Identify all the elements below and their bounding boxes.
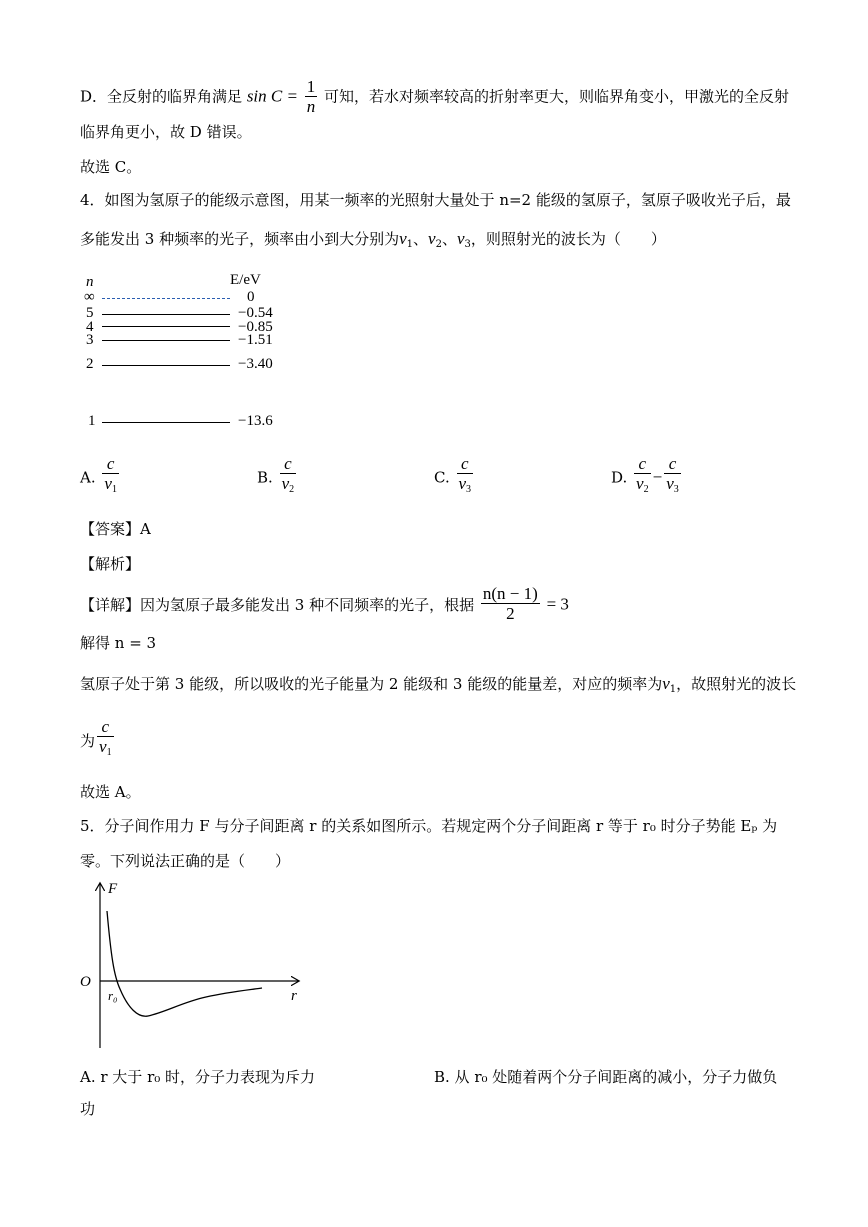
- q5-option-b-line1: B. 从 r₀ 处随着两个分子间距离的减小，分子力做负: [434, 1068, 778, 1086]
- q4-analysis-heading: 【解析】: [80, 555, 141, 573]
- level-e-4: −0.85: [238, 319, 273, 335]
- q4-option-b: B. $\frac{c}{\nu_2}$: [257, 454, 295, 495]
- level-n-2: 2: [86, 356, 94, 372]
- q4-option-a: A. $\frac{c}{\nu_1}$: [80, 454, 117, 495]
- level-line-inf: [102, 298, 230, 299]
- q4-option-d: D. $\frac{c}{\nu_2}$ − $\frac{c}{\nu_3}$: [611, 454, 679, 495]
- n-axis-label: n: [86, 274, 94, 290]
- level-e-2: −3.40: [238, 356, 273, 372]
- energy-level-diagram: [80, 270, 300, 440]
- force-distance-graph: [78, 876, 308, 1051]
- force-curve: [107, 911, 262, 1016]
- level-e-1: −13.6: [238, 413, 273, 429]
- q4-stem-line2: 多能发出 3 种频率的光子，频率由小到大分别为$\nu_1$、$\nu_2$、$\nu_3$，则照射光的波长为（ ）: [80, 229, 666, 250]
- origin-label: O: [80, 974, 91, 990]
- r0-label: r₀: [108, 988, 118, 1003]
- q5-option-b-line2: 功: [80, 1100, 96, 1118]
- level-e-inf: 0: [247, 289, 255, 305]
- q3-option-d-line2: 临界角更小，故 D 错误。: [80, 123, 252, 141]
- level-n-4: 4: [86, 319, 94, 335]
- q5-stem-line2: 零。下列说法正确的是（ ）: [80, 852, 291, 870]
- q4-solve: 解得 n = 3: [80, 634, 157, 652]
- level-e-5: −0.54: [238, 305, 273, 321]
- q3-choose: 故选 C。: [80, 158, 142, 176]
- q5-option-a: A. r 大于 r₀ 时，分子力表现为斥力: [80, 1068, 316, 1086]
- q4-detail-line4: 为 $\frac{c}{\nu_1}$: [80, 717, 112, 758]
- q5-stem-line1: 5．分子间作用力 F 与分子间距离 r 的关系如图所示。若规定两个分子间距离 r 等于 r₀ 时分子势能 Eₚ 为: [80, 817, 778, 835]
- level-line-2: [102, 365, 230, 366]
- level-e-3: −1.51: [238, 332, 273, 348]
- level-n-inf: ∞: [84, 289, 95, 305]
- level-line-5: [102, 314, 230, 315]
- energy-axis-label: E/eV: [230, 272, 261, 288]
- q3-option-d-line1: D．全反射的临界角满足 sin C = $\frac{1}{n}$ 可知，若水对频率较高的折射率更大，则临界角变小，甲激光的全反射: [80, 77, 790, 116]
- q4-detail: 【详解】因为氢原子最多能发出 3 种不同频率的光子，根据 $\frac{n(n - 1)}{2}$ = 3: [80, 584, 569, 623]
- y-axis-label: F: [108, 881, 118, 897]
- x-axis-label: r: [291, 988, 297, 1004]
- q4-choose: 故选 A。: [80, 783, 141, 801]
- level-n-5: 5: [86, 305, 94, 321]
- q4-detail-line3: 氢原子处于第 3 能级，所以吸收的光子能量为 2 能级和 3 能级的能量差，对应的频率为$\nu_1$，故照射光的波长: [80, 674, 797, 695]
- q4-option-c: C. $\frac{c}{\nu_3}$: [434, 454, 472, 495]
- level-line-1: [102, 422, 230, 423]
- q4-stem-line1: 4．如图为氢原子的能级示意图，用某一频率的光照射大量处于 n=2 能级的氢原子，氢原子吸收光子后，最: [80, 191, 791, 209]
- q4-answer: 【答案】A: [80, 520, 151, 538]
- level-n-1: 1: [88, 413, 96, 429]
- fraction-1-over-n: $\frac{1}{n}$: [306, 77, 316, 116]
- level-n-3: 3: [86, 332, 94, 348]
- level-line-3: [102, 340, 230, 341]
- level-line-4: [102, 326, 230, 327]
